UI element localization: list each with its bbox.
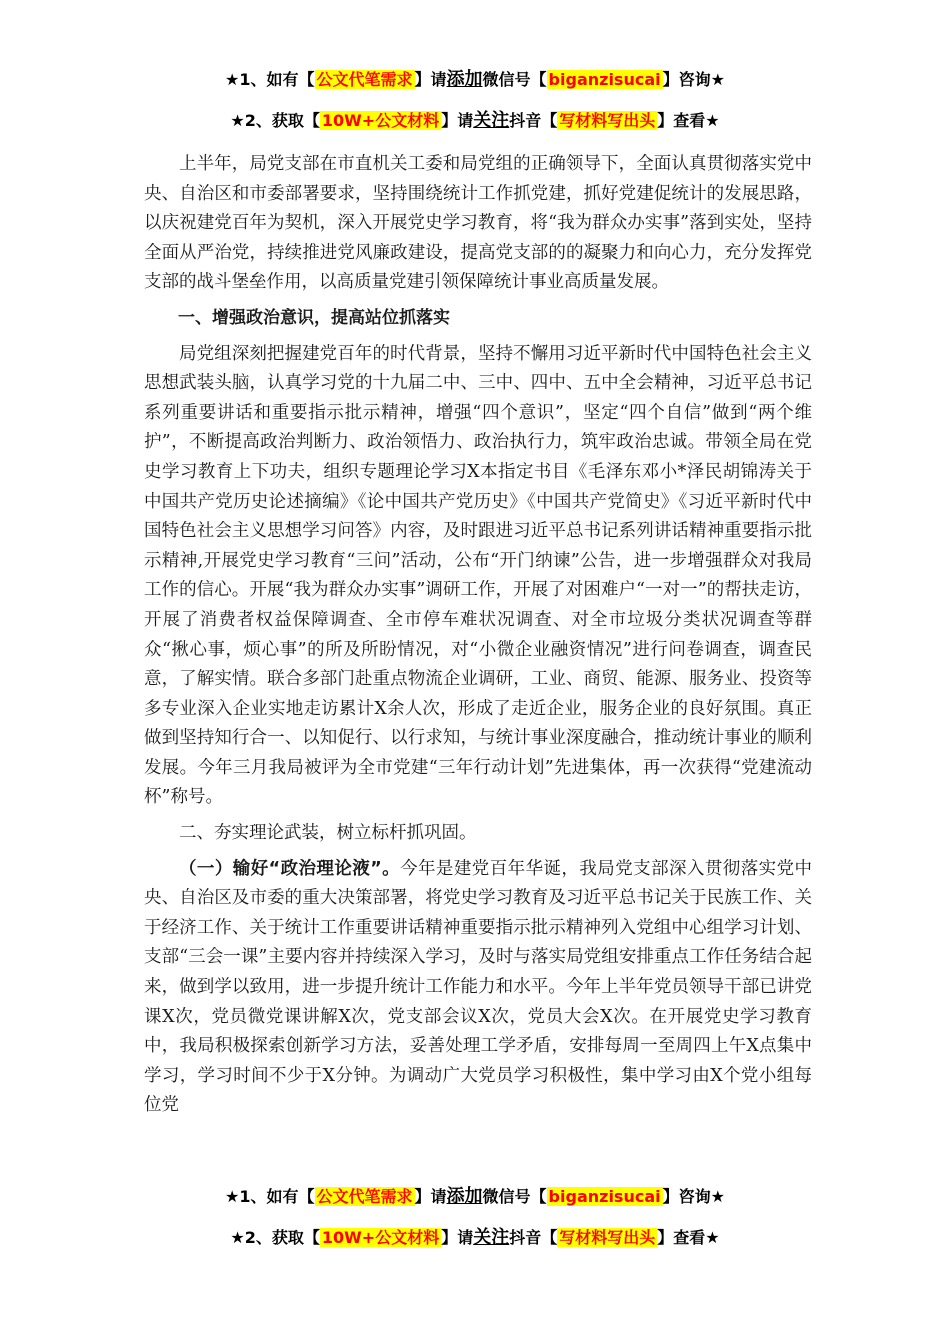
banner-highlight: 公文代笔需求 <box>316 1187 413 1206</box>
banner-suffix: 】咨询★ <box>662 70 725 89</box>
banner-suffix: 】查看★ <box>657 111 720 130</box>
intro-paragraph: 上半年，局党支部在市直机关工委和局党组的正确领导下，全面认真贯彻落实党中央、自治区和市委部署要求，坚持围绕统计工作抓党建，抓好党建促统计的发展思路，以庆祝建党百年为契机，深入开展党史学习教育，将“我为群众办实事”落到实处，坚持全面从严治党，持续推进党风廉政建设，提高党支部的的凝聚力和向心力，充分发挥党支部的战斗堡垒作用，以高质量党建引领保障统计事业高质量发展。 <box>144 154 812 293</box>
section-2-paragraph <box>144 855 812 1121</box>
banner-prefix: ★1、如有【 <box>225 70 315 89</box>
banner-underline: 关注 <box>473 110 510 131</box>
banner-text: 】请 <box>441 1228 474 1247</box>
subsection-text: 今年是建党百年华诞，我局党支部深入贯彻落实党中央、自治区及市委的重大决策部署，将党史学习教育及习近平总书记关于民族工作、关于经济工作、关于统计工作重要讲话精神重要指示批示精神列入党组中心组学习计划、支部“三会一课”主要内容并持续深入学习，及时与落实局党组安排重点工作任务结合起来，做到学以致用，进一步提升统计工作能力和水平。今年上半年党员领导干部已讲党课X次，党员微党课讲解X次，党支部会议X次，党员大会X次。在开展党史学习教育中，我局积极探索创新学习方法，妥善处理工学矛盾，安排每周一至周四上午X点集中学习，学习时间不少于X分钟。为调动广大党员学习积极性，集中学习由X个党小组每位党 <box>144 858 812 1116</box>
banner-bottom-line2 <box>0 1226 950 1250</box>
banner-suffix: 】咨询★ <box>662 1187 725 1206</box>
banner-top-line2 <box>0 109 950 133</box>
banner-text: 抖音【 <box>509 111 558 130</box>
document-body <box>144 150 812 1127</box>
subsection-lead: （一）输好“政治理论液”。 <box>179 858 401 879</box>
banner-prefix: ★1、如有【 <box>225 1187 315 1206</box>
banner-top-line1 <box>0 68 950 92</box>
banner-highlight: biganzisucai <box>548 70 661 89</box>
banner-text: 微信号【 <box>482 70 547 89</box>
banner-underline: 添加 <box>446 69 483 90</box>
banner-highlight: 10W+公文材料 <box>321 111 440 130</box>
banner-text: 】请 <box>441 111 474 130</box>
banner-highlight: 写材料写出头 <box>559 111 656 130</box>
banner-highlight: biganzisucai <box>548 1187 661 1206</box>
banner-text: 】请 <box>414 1187 447 1206</box>
section-heading-1: 一、增强政治意识，提高站位抓落实 <box>178 307 450 328</box>
banner-prefix: ★2、获取【 <box>230 1228 320 1247</box>
banner-highlight: 写材料写出头 <box>559 1228 656 1247</box>
banner-bottom-line1 <box>0 1185 950 1209</box>
banner-suffix: 】查看★ <box>657 1228 720 1247</box>
banner-prefix: ★2、获取【 <box>230 111 320 130</box>
banner-text: 】请 <box>414 70 447 89</box>
banner-text: 微信号【 <box>482 1187 547 1206</box>
banner-highlight: 公文代笔需求 <box>316 70 413 89</box>
banner-underline: 添加 <box>446 1186 483 1207</box>
section-1-paragraph: 局党组深刻把握建党百年的时代背景，坚持不懈用习近平新时代中国特色社会主义思想武装头脑，认真学习党的十九届二中、三中、四中、五中全会精神，习近平总书记系列重要讲话和重要指示批示精神，增强“四个意识”，坚定“四个自信”做到“两个维护”，不断提高政治判断力、政治领悟力、政治执行力，筑牢政治忠诚。带领全局在党史学习教育上下功夫，组织专题理论学习X本指定书目《毛泽东邓小*泽民胡锦涛关于中国共产党历史论述摘编》《论中国共产党历史》《中国共产党简史》《习近平新时代中国特色社会主义思想学习问答》内容，及时跟进习近平总书记系列讲话精神重要指示批示精神,开展党史学习教育“三问”活动，公布“开门纳谏”公告，进一步增强群众对我局工作的信心。开展“我为群众办实事”调研工作，开展了对困难户“一对一”的帮扶走访，开展了消费者权益保障调查、全市停车难状况调查、对全市垃圾分类状况调查等群众“揪心事，烦心事”的所及所盼情况，对“小微企业融资情况”进行问卷调查，调查民意，了解实情。联合多部门赴重点物流企业调研，工业、商贸、能源、服务业、投资等多专业深入企业实地走访累计X余人次，形成了走近企业，服务企业的良好氛围。真正做到坚持知行合一、以知促行、以行求知，与统计事业深度融合，推动统计事业的顺利发展。今年三月我局被评为全市党建“三年行动计划”先进集体，再一次获得“党建流动杯”称号。 <box>144 343 812 808</box>
banner-text: 抖音【 <box>509 1228 558 1247</box>
banner-underline: 关注 <box>473 1227 510 1248</box>
section-heading-2: 二、夯实理论武装，树立标杆抓巩固。 <box>179 823 477 844</box>
banner-highlight: 10W+公文材料 <box>321 1228 440 1247</box>
